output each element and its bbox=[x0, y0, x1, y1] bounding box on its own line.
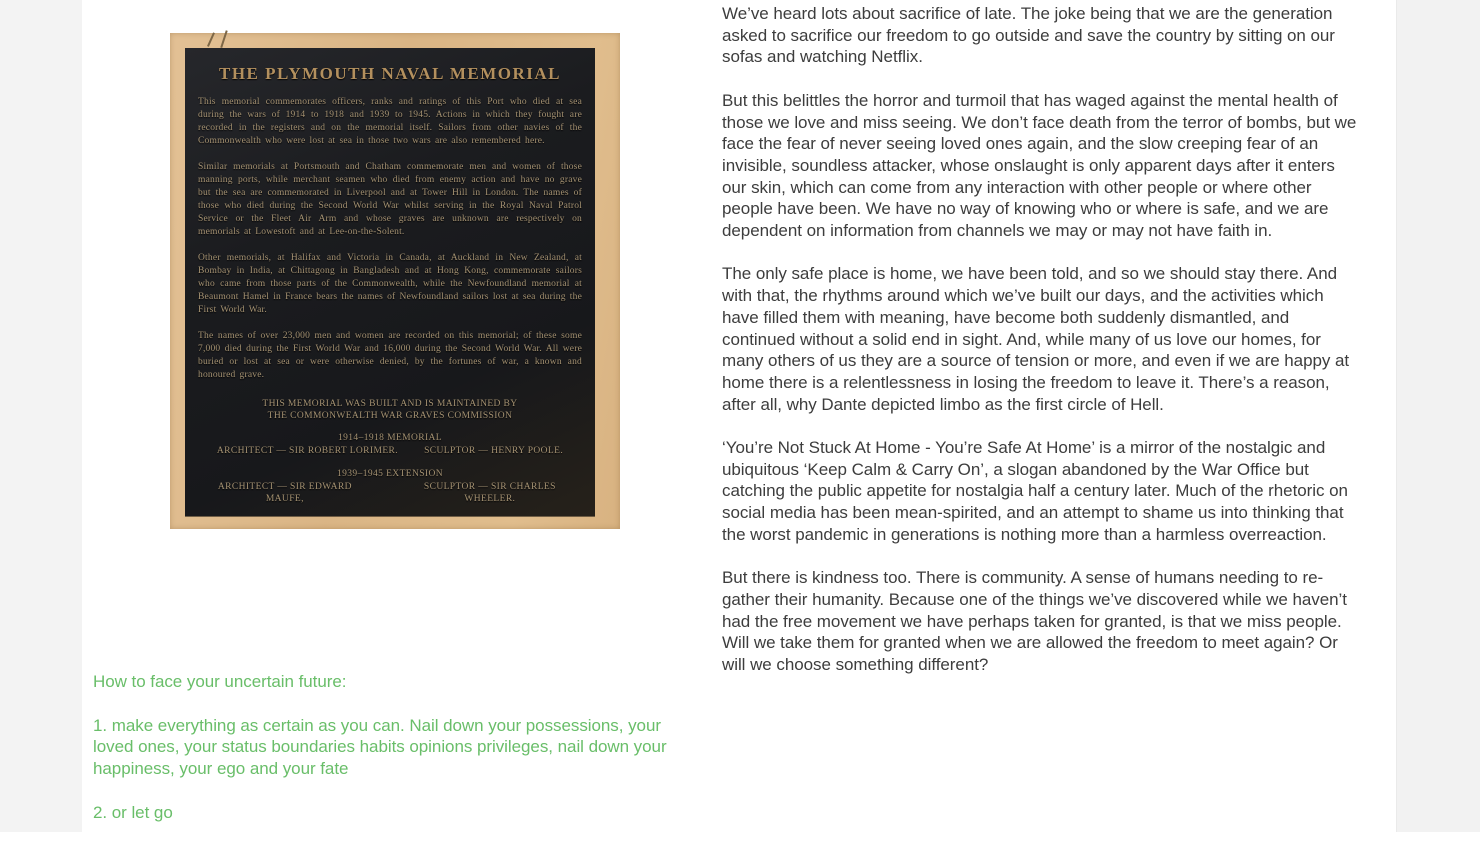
plaque-sculptor-credit: SCULPTOR — HENRY POOLE. bbox=[424, 446, 564, 456]
article-text-column bbox=[722, 3, 1358, 697]
article-paragraph: We’ve heard lots about sacrifice of late. The joke being that we are the generation asked to sacrifice our freedom to go outside and save the country by sitting on our sofas and watching Netflix. bbox=[722, 4, 1335, 67]
photo-scratch-mark bbox=[220, 30, 227, 48]
green-notes-item: 2. or let go bbox=[93, 802, 173, 822]
article-paragraph: But this belittles the horror and turmoil that has waged against the mental health of those we love and miss seeing. We don’t face death from the terror of bombs, but we face the fear of never seeing loved ones again, and the slow creeping fear of an invisible, soundless attacker, whose onslaught is only apparent days after it enters our skin, which can come from any interaction with other people or where other people have been. We have no way of knowing who or where is safe, and we are dependent on information from channels we may or may not have faith in. bbox=[722, 90, 1357, 241]
page-gutter-left bbox=[0, 0, 82, 832]
plaque-photo bbox=[170, 33, 620, 529]
plaque-paragraph: Similar memorials at Portsmouth and Chatham commemorate men and women of those manning ports, while merchant seamen who died from enemy action and have no grave but the sea are commemorated in Liverpool and at Tower Hill in London. The names of those who died during the Second World War whilst serving in the Royal Naval Patrol Service or the Fleet Air Arm and whose graves are unknown are respectively on memorials at Lowestoft and at Lee-on-the-Solent. bbox=[198, 162, 582, 237]
article-paragraph: ‘You’re Not Stuck At Home - You’re Safe At Home’ is a mirror of the nostalgic and ubiquitous ‘Keep Calm & Carry On’, a slogan abandoned by the War Office but catching the public appetite for nostalgia half a century later. Much of the rhetoric on social media has been mean-spirited, and an attempt to shame us into thinking that the worst pandemic in generations is nothing more than a harmless overreaction. bbox=[722, 438, 1348, 544]
photo-scratch-mark bbox=[207, 32, 214, 46]
green-notes-block bbox=[93, 671, 687, 845]
plaque-sculptor-credit: SCULPTOR — SIR CHARLES WHEELER. bbox=[423, 482, 556, 504]
green-notes-heading: How to face your uncertain future: bbox=[93, 672, 347, 691]
page-gutter-right bbox=[1396, 0, 1480, 832]
plaque-paragraph: This memorial commemorates officers, ranks and ratings of this Port who died at sea during the wars of 1914 to 1918 and 1939 to 1945. Actions in which they fought are recorded in the registers and on the memorial itself. Sailors from other navies of the Commonwealth who were lost at sea in those two wars are also remembered here. bbox=[198, 97, 582, 146]
plaque-title: THE PLYMOUTH NAVAL MEMORIAL bbox=[219, 64, 561, 83]
plaque-section-heading: 1939–1945 EXTENSION bbox=[336, 469, 444, 479]
article-paragraph: The only safe place is home, we have been told, and so we should stay there. And with that, the rhythms around which we’ve built our days, and the activities which have filled them with meaning, have become both suddenly dismantled, and continued without a solid end in sight. And, while many of us love our homes, for many others of us they are a source of tension or more, and even if we are happy at home there is a relentlessness in losing the freedom to leave it. There’s a reason, after all, why Dante depicted limbo as the first circle of Hell. bbox=[722, 264, 1350, 414]
plaque-maintained-by bbox=[198, 398, 582, 422]
plaque-architect-credit: ARCHITECT — SIR ROBERT LORIMER. bbox=[216, 446, 399, 456]
plaque-section-1914-memorial bbox=[198, 432, 582, 457]
plaque-section-heading: 1914–1918 MEMORIAL bbox=[337, 433, 443, 443]
plaque-architect-credit: ARCHITECT — SIR EDWARD MAUFE, bbox=[217, 482, 352, 504]
green-notes-item: 1. make everything as certain as you can. Nail down your possessions, your loved ones, your status boundaries habits opinions privileges, nail down your happiness, your ego and your fate bbox=[93, 715, 667, 779]
plaque-paragraph: Other memorials, at Halifax and Victoria in Canada, at Auckland in New Zealand, at Bombay in India, at Chittagong in Bangladesh and at Hong Kong, commemorate sailors who came from those parts of the Commonwealth, while the Newfoundland memorial at Beaumont Hamel in France bears the names of Newfoundland sailors lost at sea during the First World War. bbox=[198, 253, 582, 315]
plaque-section-1939-extension bbox=[198, 468, 582, 505]
plaque-plate bbox=[185, 48, 595, 516]
plaque-maintained-line: THE COMMONWEALTH WAR GRAVES COMMISSION bbox=[267, 411, 513, 421]
plaque-paragraph: The names of over 23,000 men and women are recorded on this memorial; of these some 7,000 died during the First World War and 16,000 during the Second World War. All were buried or lost at sea or were otherwise denied, by the fortunes of war, a known and honoured grave. bbox=[198, 331, 582, 380]
article-paragraph: But there is kindness too. There is community. A sense of humans needing to re-gather their humanity. Because one of the things we’ve discovered while we haven’t had the free movement we have perhaps taken for granted, is that we miss people. Will we take them for granted when we are allowed the freedom to meet again? Or will we choose something different? bbox=[722, 568, 1347, 675]
plaque-maintained-line: THIS MEMORIAL WAS BUILT AND IS MAINTAINED BY bbox=[262, 399, 518, 409]
